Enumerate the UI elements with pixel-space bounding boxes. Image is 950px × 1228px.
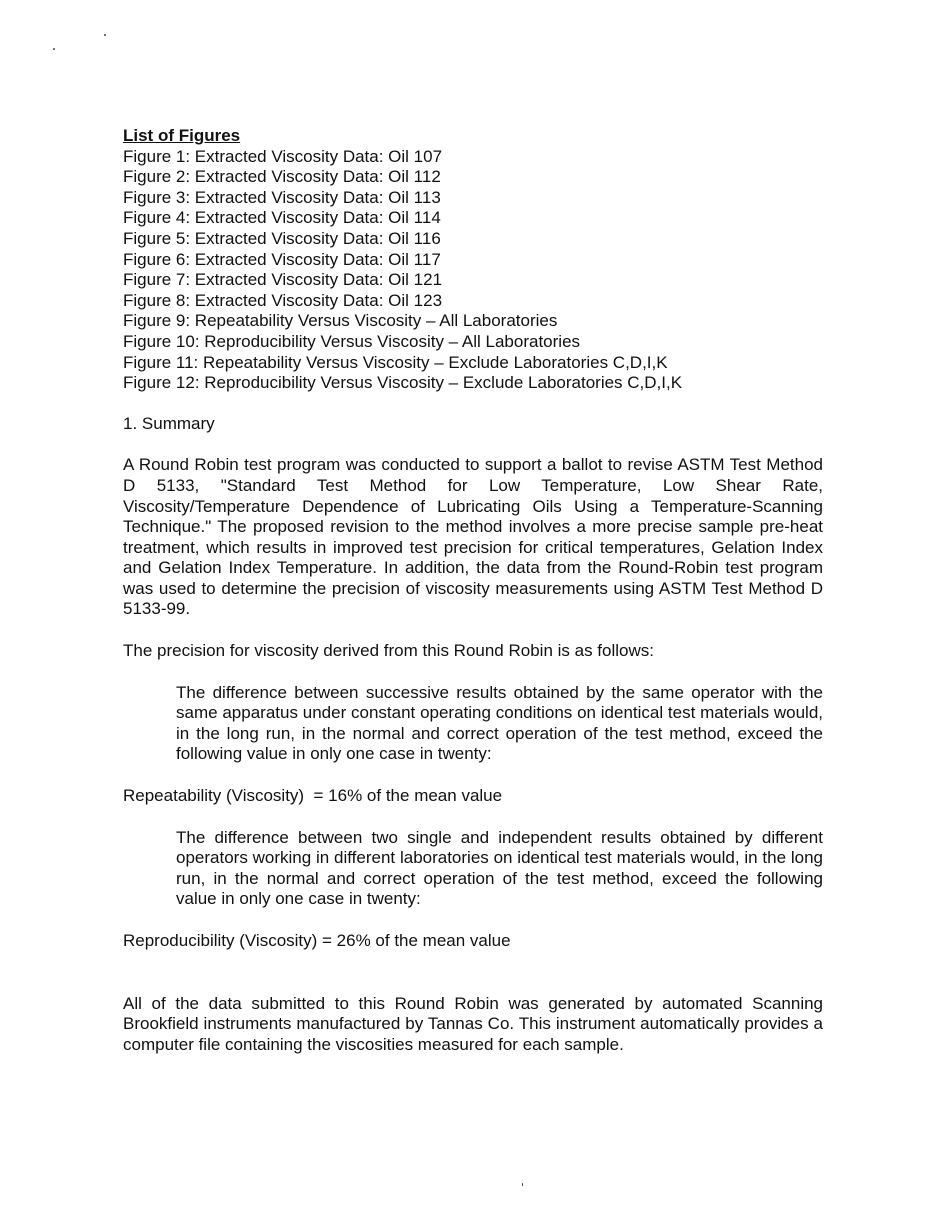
- scan-speck: [104, 34, 106, 36]
- figure-list-item: Figure 4: Extracted Viscosity Data: Oil 114: [123, 208, 441, 228]
- figure-list: [123, 147, 823, 394]
- summary-paragraph-instruments: All of the data submitted to this Round Robin was generated by automated Scanning Brookfield instruments manufactured by Tannas Co. This instrument automatically provides a computer file containing the viscosities measured for each sample.: [123, 993, 823, 1054]
- reproducibility-value: Reproducibility (Viscosity) = 26% of the mean value: [123, 931, 511, 950]
- summary-section-title: 1. Summary: [123, 413, 215, 433]
- figure-list-item: Figure 9: Repeatability Versus Viscosity – All Laboratories: [123, 311, 558, 331]
- scan-speck: [53, 48, 55, 50]
- figure-list-item: Figure 6: Extracted Viscosity Data: Oil 117: [123, 249, 441, 269]
- figure-list-item: Figure 3: Extracted Viscosity Data: Oil 113: [123, 187, 441, 207]
- figure-list-item: Figure 7: Extracted Viscosity Data: Oil 121: [123, 270, 443, 290]
- figure-list-item: Figure 8: Extracted Viscosity Data: Oil 123: [123, 290, 443, 310]
- document-page: [123, 126, 823, 1055]
- figure-list-item: Figure 12: Reproducibility Versus Viscosity – Exclude Laboratories C,D,I,K: [123, 373, 683, 393]
- reproducibility-definition: The difference between two single and independent results obtained by different operators working in different laboratories on identical test materials would, in the long run, in the normal and correct operation of the test method, exceed the following value in only one case in twenty:: [176, 827, 823, 909]
- figure-list-item: Figure 5: Extracted Viscosity Data: Oil 116: [123, 228, 441, 248]
- figure-list-item: Figure 2: Extracted Viscosity Data: Oil 112: [123, 167, 441, 187]
- figure-list-item: Figure 11: Repeatability Versus Viscosity – Exclude Laboratories C,D,I,K: [123, 352, 668, 372]
- figure-list-item: Figure 1: Extracted Viscosity Data: Oil 107: [123, 146, 443, 166]
- list-of-figures-heading: List of Figures: [123, 126, 241, 145]
- scan-speck: [522, 1183, 523, 1186]
- repeatability-definition: The difference between successive results obtained by the same operator with the same apparatus under constant operating conditions on identical test materials would, in the long run, in the normal and correct operation of the test method, exceed the following value in only one case in twenty:: [176, 682, 823, 764]
- summary-paragraph-intro: A Round Robin test program was conducted to support a ballot to revise ASTM Test Method D 5133, "Standard Test Method for Low Temperature, Low Shear Rate, Viscosity/Temperature Dependence of Lubricating Oils Using a Temperature-Scanning Technique." The proposed revision to the method involves a more precise sample pre-heat treatment, which results in improved test precision for critical temperatures, Gelation Index and Gelation Index Temperature. In addition, the data from the Round-Robin test program was used to determine the precision of viscosity measurements using ASTM Test Method D 5133-99.: [123, 455, 823, 619]
- repeatability-value: Repeatability (Viscosity) = 16% of the mean value: [123, 786, 503, 806]
- figure-list-item: Figure 10: Reproducibility Versus Viscosity – All Laboratories: [123, 331, 581, 351]
- summary-paragraph-precision: The precision for viscosity derived from this Round Robin is as follows:: [123, 641, 654, 661]
